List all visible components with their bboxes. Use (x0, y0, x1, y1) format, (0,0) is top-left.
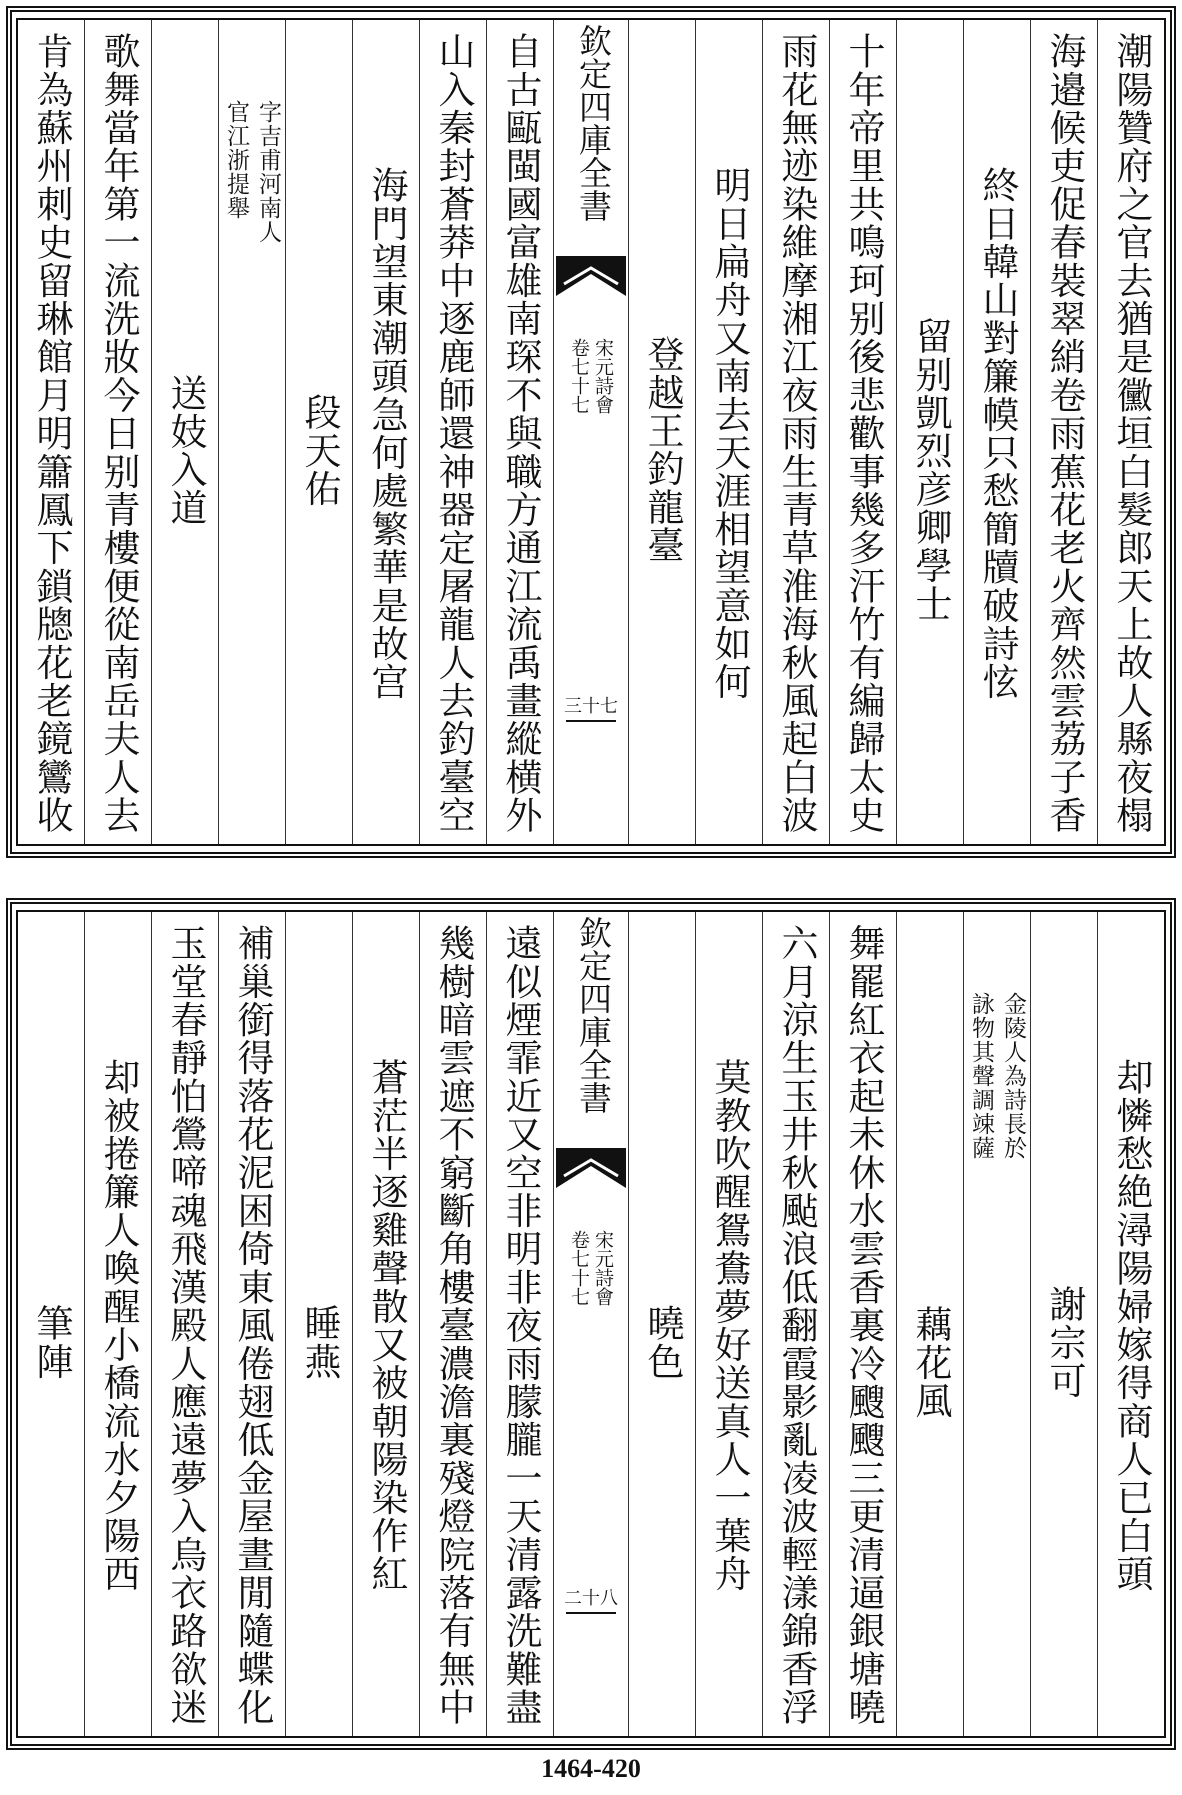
annotation-line: 官江浙提舉 (223, 100, 249, 220)
text-column (1030, 912, 1097, 1736)
footer-code: 1464-420 (541, 1754, 641, 1783)
juan-label (554, 338, 628, 414)
text-column (963, 20, 1030, 844)
text-column (695, 912, 762, 1736)
juan-label-line: 宋元詩會 (592, 1230, 614, 1306)
text-column (18, 912, 84, 1736)
poem-line: 海門望東潮頭急何處繁華是故宫 (365, 165, 408, 701)
annotation-line: 字吉甫河南人 (255, 100, 281, 244)
bottom-page-frame (16, 910, 1166, 1738)
poem-line: 幾樹暗雲遮不窮斷角樓臺濃澹裏殘燈院落有無中 (432, 923, 475, 1727)
text-column (419, 912, 486, 1736)
poem-line: 蒼茫半逐雞聲散又被朝陽染作紅 (365, 1057, 408, 1593)
text-column (18, 20, 84, 844)
poem-line: 自古甌閩國富雄南琛不與職方通江流禹畫縱横外 (499, 31, 542, 835)
poem-title: 留别凱烈彦卿學士 (909, 317, 952, 623)
bottom-page (6, 898, 1176, 1750)
text-column (84, 912, 151, 1736)
poem-line: 却憐愁絶潯陽婦嫁得商人已白頭 (1110, 1057, 1153, 1593)
text-column (695, 20, 762, 844)
poem-line: 莫教吹醒鴛鴦夢好送真人一葉舟 (708, 1057, 751, 1593)
poem-title: 謝宗可 (1043, 1284, 1086, 1400)
text-column (84, 20, 151, 844)
poem-title: 送妓入道 (164, 373, 207, 527)
poem-title: 藕花風 (909, 1304, 952, 1420)
text-column (151, 20, 218, 844)
page-number: 三十七 (564, 696, 618, 717)
top-page-columns (18, 20, 1164, 844)
text-column (285, 20, 352, 844)
juan-label-line: 卷七十七 (568, 1230, 590, 1306)
text-column (762, 20, 829, 844)
top-page (6, 6, 1176, 858)
text-column (1030, 20, 1097, 844)
page-number: 二十八 (564, 1588, 618, 1609)
page-number-rule (566, 1612, 616, 1614)
text-column (285, 912, 352, 1736)
text-column (762, 912, 829, 1736)
poem-title: 曉色 (641, 1303, 684, 1381)
text-column (486, 20, 553, 844)
poem-line: 舞罷紅衣起未休水雲香裏冷颼颼三更清逼銀塘曉 (842, 923, 885, 1727)
text-column (829, 912, 896, 1736)
poem-line: 十年帝里共鳴珂别後悲歡事幾多汗竹有編歸太史 (842, 31, 885, 835)
juan-label-line: 宋元詩會 (592, 338, 614, 414)
text-column (218, 912, 285, 1736)
poem-line: 雨花無迹染維摩湘江夜雨生青草淮海秋風起白波 (775, 31, 818, 835)
poem-line: 六月涼生玉井秋颭浪低翻霞影亂凌波輕漾錦香浮 (775, 923, 818, 1727)
annotation-line: 詠物其聲調竦薩 (968, 992, 994, 1160)
poem-line: 明日扁舟又南去天涯相望意如何 (708, 165, 751, 701)
fishtail-mark-icon (556, 1148, 626, 1188)
center-fold (553, 20, 628, 844)
poem-line: 歌舞當年第一流洗妝今日别青樓便從南岳夫人去 (97, 31, 140, 835)
text-column (1097, 20, 1164, 844)
poem-line: 玉堂春靜怕鶯啼魂飛漢殿人應遠夢入烏衣路欲迷 (164, 923, 207, 1727)
poem-line: 却被捲簾人喚醒小橋流水夕陽西 (97, 1057, 140, 1593)
text-column (352, 912, 419, 1736)
annotation-line: 金陵人為詩長於 (1000, 992, 1026, 1160)
poem-line: 潮陽贊府之官去猶是黴垣白髮郎天上故人縣夜榻 (1110, 31, 1153, 835)
poem-title: 登越王釣龍臺 (641, 335, 684, 565)
text-column (628, 20, 695, 844)
poem-line: 遠似煙霏近又空非明非夜雨朦朧一天清露洗難盡 (499, 923, 542, 1727)
annotation-note (964, 992, 1030, 1160)
text-column (896, 912, 963, 1736)
annotation-note (219, 100, 285, 244)
top-page-frame (16, 18, 1166, 846)
text-column (352, 20, 419, 844)
library-title: 欽定四庫全書 (574, 916, 613, 1114)
text-column (628, 912, 695, 1736)
poem-line: 肯為蘇州刺史留琳館月明簫鳳下鎖牕花老鏡鸞收 (30, 31, 73, 835)
library-title: 欽定四庫全書 (574, 24, 613, 222)
text-column (963, 912, 1030, 1736)
text-column (486, 912, 553, 1736)
bottom-page-columns (18, 912, 1164, 1736)
fishtail-mark-icon (556, 256, 626, 296)
text-column (829, 20, 896, 844)
text-column (419, 20, 486, 844)
poem-line: 終日韓山對簾幙只愁簡牘破詩怰 (976, 165, 1019, 701)
text-column (218, 20, 285, 844)
poem-title: 筆陣 (30, 1303, 73, 1381)
text-column (896, 20, 963, 844)
poem-line: 補巢銜得落花泥困倚東風倦翅低金屋晝閒隨蝶化 (231, 923, 274, 1727)
page-number-rule (566, 720, 616, 722)
juan-label-line: 卷七十七 (568, 338, 590, 414)
text-column (151, 912, 218, 1736)
juan-label (554, 1230, 628, 1306)
poem-line: 海邉候吏促春裝翠綃卷雨蕉花老火齊然雲荔子香 (1043, 31, 1086, 835)
poem-title: 睡燕 (298, 1303, 341, 1381)
center-fold (553, 912, 628, 1736)
text-column (1097, 912, 1164, 1736)
poem-title: 段天佑 (298, 392, 341, 508)
poem-line: 山入秦封蒼莽中逐鹿師還神器定屠龍人去釣臺空 (432, 31, 475, 835)
